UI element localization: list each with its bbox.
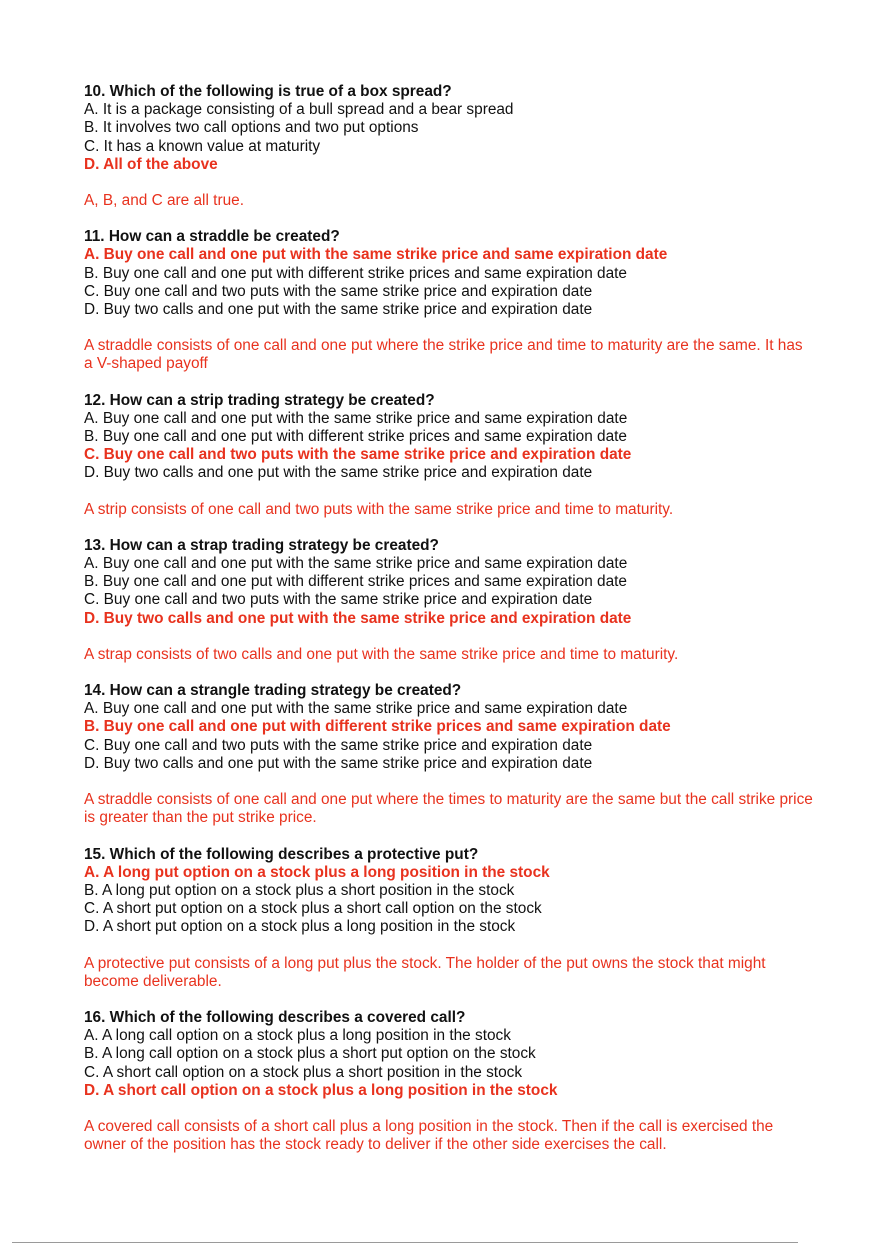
answer-explanation: A, B, and C are all true. <box>84 192 244 210</box>
option-a: A. Buy one call and one put with the same strike price and same expiration date <box>84 409 628 427</box>
option-c-correct: C. Buy one call and two puts with the same strike price and expiration date <box>84 446 632 464</box>
option-d-correct: D. All of the above <box>84 155 218 173</box>
document-page <box>84 83 814 1172</box>
question-10 <box>84 83 814 210</box>
option-d-correct: D. A short call option on a stock plus a long position in the stock <box>84 1081 558 1099</box>
answer-explanation: A strap consists of two calls and one put with the same strike price and time to maturity. <box>84 645 679 663</box>
option-c: C. A short put option on a stock plus a short call option on the stock <box>84 900 542 918</box>
option-b: B. Buy one call and one put with different strike prices and same expiration date <box>84 428 627 446</box>
option-d-correct: D. Buy two calls and one put with the same strike price and expiration date <box>84 609 632 627</box>
option-b: B. Buy one call and one put with different strike prices and same expiration date <box>84 264 627 282</box>
question-title: 10. Which of the following is true of a box spread? <box>84 83 452 100</box>
option-d: D. A short put option on a stock plus a long position in the stock <box>84 918 516 936</box>
option-b: B. It involves two call options and two put options <box>84 119 419 137</box>
option-c: C. It has a known value at maturity <box>84 137 321 155</box>
option-b-correct: B. Buy one call and one put with different strike prices and same expiration date <box>84 718 671 736</box>
option-a: A. A long call option on a stock plus a long position in the stock <box>84 1027 511 1045</box>
option-a: A. Buy one call and one put with the same strike price and same expiration date <box>84 555 628 573</box>
option-a-correct: A. Buy one call and one put with the same strike price and same expiration date <box>84 246 668 264</box>
option-d: D. Buy two calls and one put with the same strike price and expiration date <box>84 754 593 772</box>
option-b: B. Buy one call and one put with different strike prices and same expiration date <box>84 573 627 591</box>
option-d: D. Buy two calls and one put with the same strike price and expiration date <box>84 464 593 482</box>
answer-explanation: A protective put consists of a long put plus the stock. The holder of the put owns the stock that might become deliverable. <box>84 954 766 990</box>
question-title: 12. How can a strip trading strategy be created? <box>84 391 435 409</box>
footer-divider <box>12 1242 798 1243</box>
answer-explanation: A covered call consists of a short call plus a long position in the stock. Then if the call is exercised the owner of the position has the stock ready to deliver if the other side exercises the call. <box>84 1117 774 1154</box>
answer-explanation: A straddle consists of one call and one put where the times to maturity are the same but the call strike price is greater than the put strike price. <box>84 791 813 827</box>
question-14 <box>84 682 814 827</box>
option-c: C. Buy one call and two puts with the same strike price and expiration date <box>84 282 593 300</box>
option-c: C. A short call option on a stock plus a short position in the stock <box>84 1063 523 1081</box>
question-title: 16. Which of the following describes a covered call? <box>84 1008 466 1026</box>
question-16 <box>84 1009 814 1154</box>
option-b: B. A long put option on a stock plus a short position in the stock <box>84 881 515 899</box>
question-title: 13. How can a strap trading strategy be created? <box>84 536 439 554</box>
option-b: B. A long call option on a stock plus a short put option on the stock <box>84 1045 536 1063</box>
question-title: 14. How can a strangle trading strategy be created? <box>84 682 462 700</box>
option-c: C. Buy one call and two puts with the same strike price and expiration date <box>84 591 593 609</box>
question-title: 15. Which of the following describes a protective put? <box>84 845 479 863</box>
question-15 <box>84 846 814 991</box>
option-a: A. Buy one call and one put with the same strike price and same expiration date <box>84 700 628 718</box>
question-title: 11. How can a straddle be created? <box>84 228 340 246</box>
option-c: C. Buy one call and two puts with the same strike price and expiration date <box>84 736 593 754</box>
option-a-correct: A. A long put option on a stock plus a long position in the stock <box>84 863 550 881</box>
answer-explanation: A strip consists of one call and two puts with the same strike price and time to maturity. <box>84 500 674 518</box>
question-13 <box>84 537 814 664</box>
question-12 <box>84 392 814 519</box>
option-a: A. It is a package consisting of a bull spread and a bear spread <box>84 101 514 119</box>
answer-explanation: A straddle consists of one call and one put where the strike price and time to maturity are the same. It has a V-shaped payoff <box>84 337 803 373</box>
option-d: D. Buy two calls and one put with the same strike price and expiration date <box>84 301 593 319</box>
question-11 <box>84 228 814 373</box>
